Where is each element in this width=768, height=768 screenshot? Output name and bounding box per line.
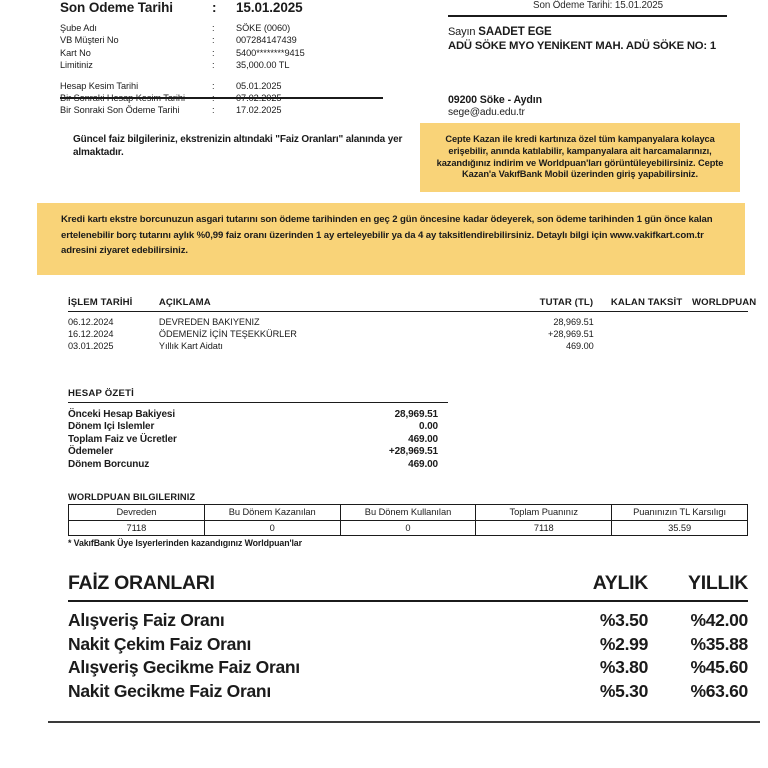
interest-rate-yearly: %45.60 [690,657,748,677]
due-date-colon: : [212,0,217,15]
interest-rate-label: Alışveriş Gecikme Faiz Oranı [68,657,300,677]
worldpuan-title: WORLDPUAN BILGILERINIZ [68,492,196,502]
summary-row [68,409,448,421]
transactions-table [68,297,757,352]
recipient-divider [448,15,727,17]
card-no-row [60,47,390,59]
summary-row [68,446,448,458]
cell-date: 06.12.2024 [68,317,114,327]
branch-row [60,22,390,34]
limit-colon: : [212,60,215,71]
interest-rate-yearly: %35.88 [690,633,748,654]
account-summary-body [68,403,448,471]
document-bottom-divider [48,721,760,723]
wp-value-used: 0 [340,520,476,536]
summary-row [68,421,448,433]
customer-no-colon: : [212,35,215,46]
account-summary-title: HESAP ÖZETİ [68,388,134,399]
worldpuan-header-row [69,505,748,521]
interest-rate-row [68,633,748,657]
statement-cut-date-value: 05.01.2025 [236,80,282,91]
postal-block [448,94,748,118]
wp-col-header-tl-value: Puanınızın TL Karsılıgı [612,505,748,521]
summary-label: Ödemeler [68,446,114,458]
due-date-value: 15.01.2025 [236,0,303,15]
summary-label: Önceki Hesap Bakiyesi [68,409,175,420]
col-header-remaining-installment: KALAN TAKSİT [610,297,683,308]
installment-notice-text: Kredi kartı ekstre borcunuzun asgari tutarını son ödeme tarihinden en geç 2 gün öncesine kadar ödeyerek, son ödeme tarihinden 1 gün önce kalan ertelenebilir borç tutarını aylık %0,99 faiz oranı üzerinden 1 ay erteleyebilir ya da 4 ay taksitlendirebilirsiniz. Detaylı bilgi için www.vakifkart.com.tr adresini ziyaret edebilirsiniz. [61,214,713,256]
cell-amount: 28,969.51 [553,317,594,327]
interest-monthly-header: AYLIK [592,572,648,594]
header-left-divider [60,97,383,99]
interest-rate-monthly: %5.30 [599,680,648,701]
worldpuan-table [68,504,748,536]
interest-rate-monthly: %3.50 [599,610,648,630]
cell-amount: +28,969.51 [548,328,594,339]
salutation-label: Sayın [448,26,476,38]
interest-rate-row [68,680,748,704]
card-no-value: 5400********9415 [236,47,305,58]
campaign-notice-text: Cepte Kazan ile kredi kartınıza özel tüm kampanyalara kolayca erişebilir, anında katılabilir, kampanyalara ait harcamalarınızı, kazandığınız indirim ve Worldpuan'ları görüntüleyebilirsiniz. Cepte Kazan'a VakıfBank Mobil üzerinden giriş yapabilirsiniz. [436,134,724,180]
cell-worldpuan [693,329,748,341]
worldpuan-section [68,492,748,548]
wp-col-header-used: Bu Dönem Kullanılan [340,505,476,521]
card-no-colon: : [212,47,215,58]
interest-rates-title: FAİZ ORANLARI [68,572,215,594]
postal-code-city: 09200 Söke - Aydın [448,94,542,106]
summary-value: 0.00 [419,421,438,433]
summary-value: 469.00 [408,433,438,445]
branch-label: Şube Adı [60,23,97,33]
interest-rate-label: Nakit Gecikme Faiz Oranı [68,680,271,701]
customer-no-row [60,34,390,46]
wp-value-carryover: 7118 [69,520,205,536]
due-date-label: Son Odeme Tarihi [60,0,173,15]
interest-rate-label: Nakit Çekim Faiz Oranı [68,633,252,654]
next-cut-date-value: 07.02.2025 [236,93,282,104]
worldpuan-footnote: * VakıfBank Üye Isyerlerinden kazandıgınız Worldpuan'lar [68,538,302,548]
next-due-date-value: 17.02.2025 [236,105,282,116]
customer-address: ADÜ SÖKE MYO YENİKENT MAH. ADÜ SÖKE NO: 1 [448,40,716,52]
next-due-date-row [60,104,390,116]
account-summary-section [68,388,448,471]
summary-label: Dönem Borcunuz [68,458,150,470]
block-spacer [60,72,390,80]
table-row [68,341,748,353]
customer-email: sege@adu.edu.tr [448,107,525,118]
summary-value: 469.00 [408,458,438,470]
card-no-label: Kart No [60,47,91,58]
cell-description: DEVREDEN BAKIYENIZ [158,317,260,327]
col-header-worldpuan: WORLDPUAN [692,297,757,308]
summary-row [68,434,448,446]
interest-yearly-header: YILLIK [688,572,748,594]
recipient-block [448,0,748,54]
installment-notice-box [37,203,745,275]
cell-worldpuan [693,317,748,329]
interest-rate-monthly: %3.80 [599,657,648,677]
wp-col-header-carryover: Devreden [69,505,205,521]
interest-rate-yearly: %63.60 [690,680,748,701]
table-row [68,317,748,329]
cell-amount: 469.00 [565,340,594,351]
table-row [68,329,748,341]
interest-rate-label: Alışveriş Faiz Oranı [68,610,225,630]
interest-rates-header-row [68,572,748,600]
cell-installment [594,329,693,341]
campaign-notice-box [420,123,740,192]
branch-value: SÖKE (0060) [236,23,291,33]
wp-value-earned: 0 [204,520,340,536]
statement-cut-date-colon: : [212,80,215,91]
limit-row [60,59,390,71]
branch-colon: : [212,23,215,33]
col-header-amount: TUTAR (TL) [539,297,594,308]
summary-value: 28,969.51 [394,409,438,420]
interest-rate-row [68,609,748,633]
worldpuan-value-row [69,520,748,536]
summary-label: Toplam Faiz ve Ücretler [68,433,177,445]
cell-description: ÖDEMENİZ İÇİN TEŞEKKÜRLER [158,328,297,339]
customer-name: SAADET EGE [478,26,552,38]
interest-rate-monthly: %2.99 [599,633,648,654]
wp-value-tl: 35.59 [612,520,748,536]
transactions-header-row [68,297,757,311]
limit-label: Limitiniz [60,60,93,71]
due-date-row [60,0,390,15]
next-due-date-label: Bir Sonraki Son Ödeme Tarihi [60,105,180,116]
interest-rates-section [68,572,748,703]
salutation-row [448,26,748,38]
wp-col-header-total: Toplam Puanınız [476,505,612,521]
summary-row [68,459,448,471]
col-header-description: AÇIKLAMA [158,297,211,308]
next-cut-date-colon: : [212,93,215,104]
limit-value: 35,000.00 TL [236,60,290,71]
statement-cut-date-label: Hesap Kesim Tarihi [60,80,139,91]
transactions-body [68,312,748,352]
cell-description: Yıllık Kart Aidatı [158,340,223,351]
interest-info-note: Güncel faiz bilgileriniz, ekstrenizin altındaki "Faiz Oranları" alanında yer almaktadır. [73,134,403,158]
interest-rate-row [68,656,748,680]
statement-cut-date-row [60,80,390,92]
cell-worldpuan [693,341,748,353]
interest-rate-yearly: %42.00 [690,610,748,630]
cell-date: 03.01.2025 [68,340,114,351]
wp-value-total: 7118 [476,520,612,536]
summary-value: +28,969.51 [388,446,438,458]
account-details-block [60,0,390,117]
statement-due-date-text: Son Ödeme Tarihi: 15.01.2025 [533,0,663,11]
cell-installment [594,317,693,329]
cell-installment [594,341,693,353]
wp-col-header-earned: Bu Dönem Kazanılan [204,505,340,521]
col-header-date: İŞLEM TARİHİ [68,297,133,308]
next-due-date-colon: : [212,105,215,116]
interest-rates-body [68,602,748,703]
summary-label: Dönem Içi Islemler [68,421,155,433]
customer-no-value: 007284147439 [236,35,297,46]
next-cut-date-label: Bir Sonraki Hesap Kesim Tarihi [60,93,185,104]
customer-no-label: VB Müşteri No [60,35,119,46]
cell-date: 16.12.2024 [68,328,114,339]
